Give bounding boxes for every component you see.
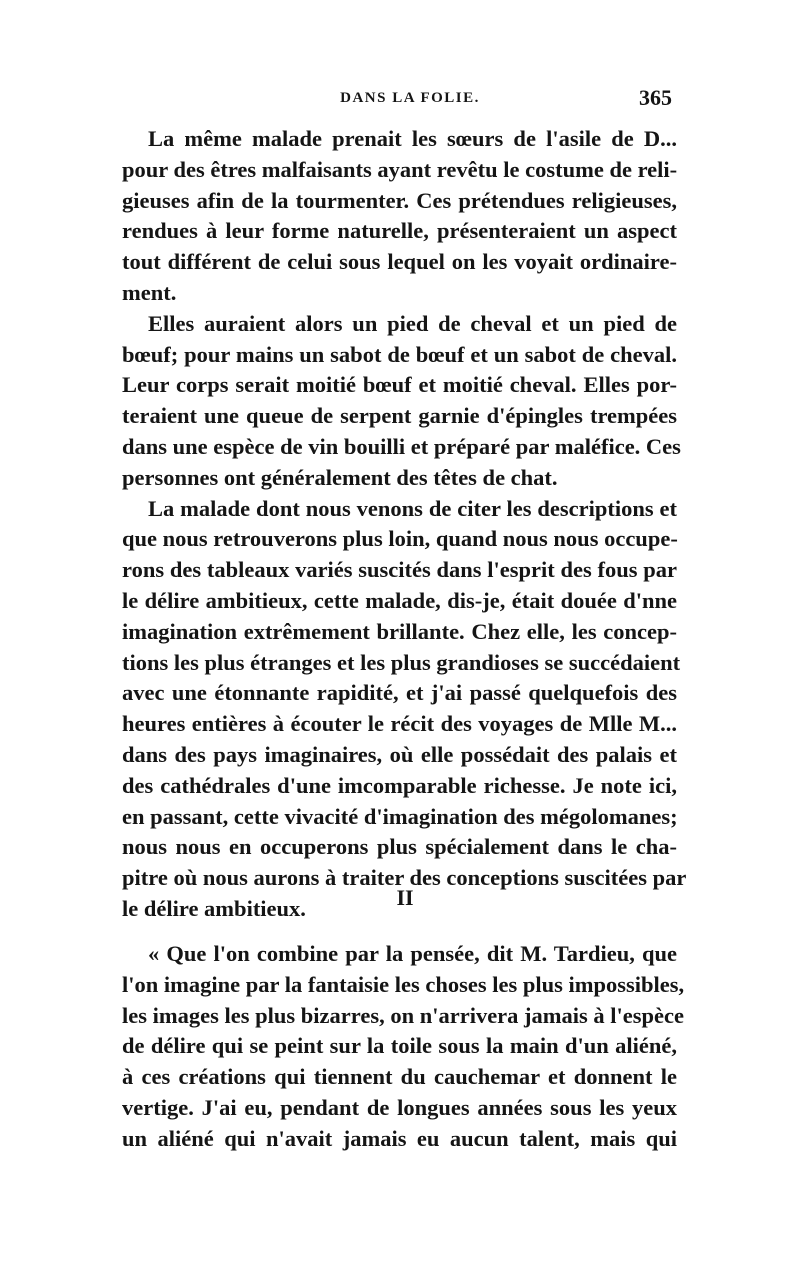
text-line: de délire qui se peint sur la toile sous la main d'un aliéné, — [122, 1033, 677, 1059]
text-line: que nous retrouverons plus loin, quand nous nous occupe- — [122, 526, 678, 552]
text-line: La malade dont nous venons de citer les descriptions et — [148, 495, 677, 521]
text-line: rons des tableaux variés suscités dans l'esprit des fous par — [122, 557, 677, 583]
text-line: ment. — [122, 279, 177, 305]
text-line: dans une espèce de vin bouilli et préparé par maléfice. Ces — [122, 433, 681, 459]
text-line: pour des êtres malfaisants ayant revêtu le costume de reli- — [122, 156, 678, 182]
text-line: avec une étonnante rapidité, et j'ai passé quelquefois des — [122, 680, 677, 706]
text-line: dans des pays imaginaires, où elle possédait des palais et — [122, 741, 677, 767]
text-line: le délire ambitieux. — [122, 895, 306, 921]
text-line: heures entières à écouter le récit des voyages de Mlle M... — [122, 711, 677, 737]
text-line: gieuses afin de la tourmenter. Ces prétendues religieuses, — [122, 187, 677, 213]
page-number: 365 — [639, 85, 672, 110]
section-numeral: II — [396, 885, 414, 910]
text-line: Leur corps serait moitié bœuf et moitié cheval. Elles por- — [122, 372, 677, 398]
text-line: La même malade prenait les sœurs de l'asile de D... — [148, 126, 677, 151]
text-line: bœuf; pour mains un sabot de bœuf et un sabot de cheval. — [122, 341, 677, 367]
text-line: les images les plus bizarres, on n'arrivera jamais à l'espèce — [122, 1002, 685, 1028]
body-text-section-2 — [122, 939, 685, 1155]
text-line: tions les plus étranges et les plus grandioses se succédaient — [122, 649, 681, 675]
text-line: le délire ambitieux, cette malade, dis-je, était douée d'nne — [122, 587, 677, 613]
body-text — [122, 124, 687, 925]
text-line: nous nous en occuperons plus spécialement dans le cha- — [122, 834, 677, 860]
text-line: teraient une queue de serpent garnie d'épingles trempées — [122, 403, 677, 429]
running-head: DANS LA FOLIE. — [340, 90, 480, 106]
text-line: en passant, cette vivacité d'imagination des mégolomanes; — [122, 803, 678, 829]
text-line: Elles auraient alors un pied de cheval et un pied de — [148, 310, 677, 336]
text-line: l'on imagine par la fantaisie les choses les plus impossibles, — [122, 971, 685, 997]
text-line: tout différent de celui sous lequel on les voyait ordinaire- — [122, 249, 677, 275]
text-line: personnes ont généralement des têtes de chat. — [122, 464, 558, 490]
text-line: à ces créations qui tiennent du cauchemar et donnent le — [122, 1064, 677, 1090]
page-header — [120, 85, 680, 118]
text-line: « Que l'on combine par la pensée, dit M. Tardieu, que — [148, 941, 677, 966]
text-line: imagination extrêmement brillante. Chez elle, les concep- — [122, 618, 677, 644]
text-line: un aliéné qui n'avait jamais eu aucun talent, mais qui — [122, 1125, 677, 1151]
text-line: vertige. J'ai eu, pendant de longues années sous les yeux — [122, 1094, 677, 1120]
text-line: des cathédrales d'une imcomparable richesse. Je note ici, — [122, 772, 677, 798]
text-line: rendues à leur forme naturelle, présenteraient un aspect — [122, 218, 677, 244]
text-line: pitre où nous aurons à traiter des conceptions suscitées par — [122, 865, 687, 891]
